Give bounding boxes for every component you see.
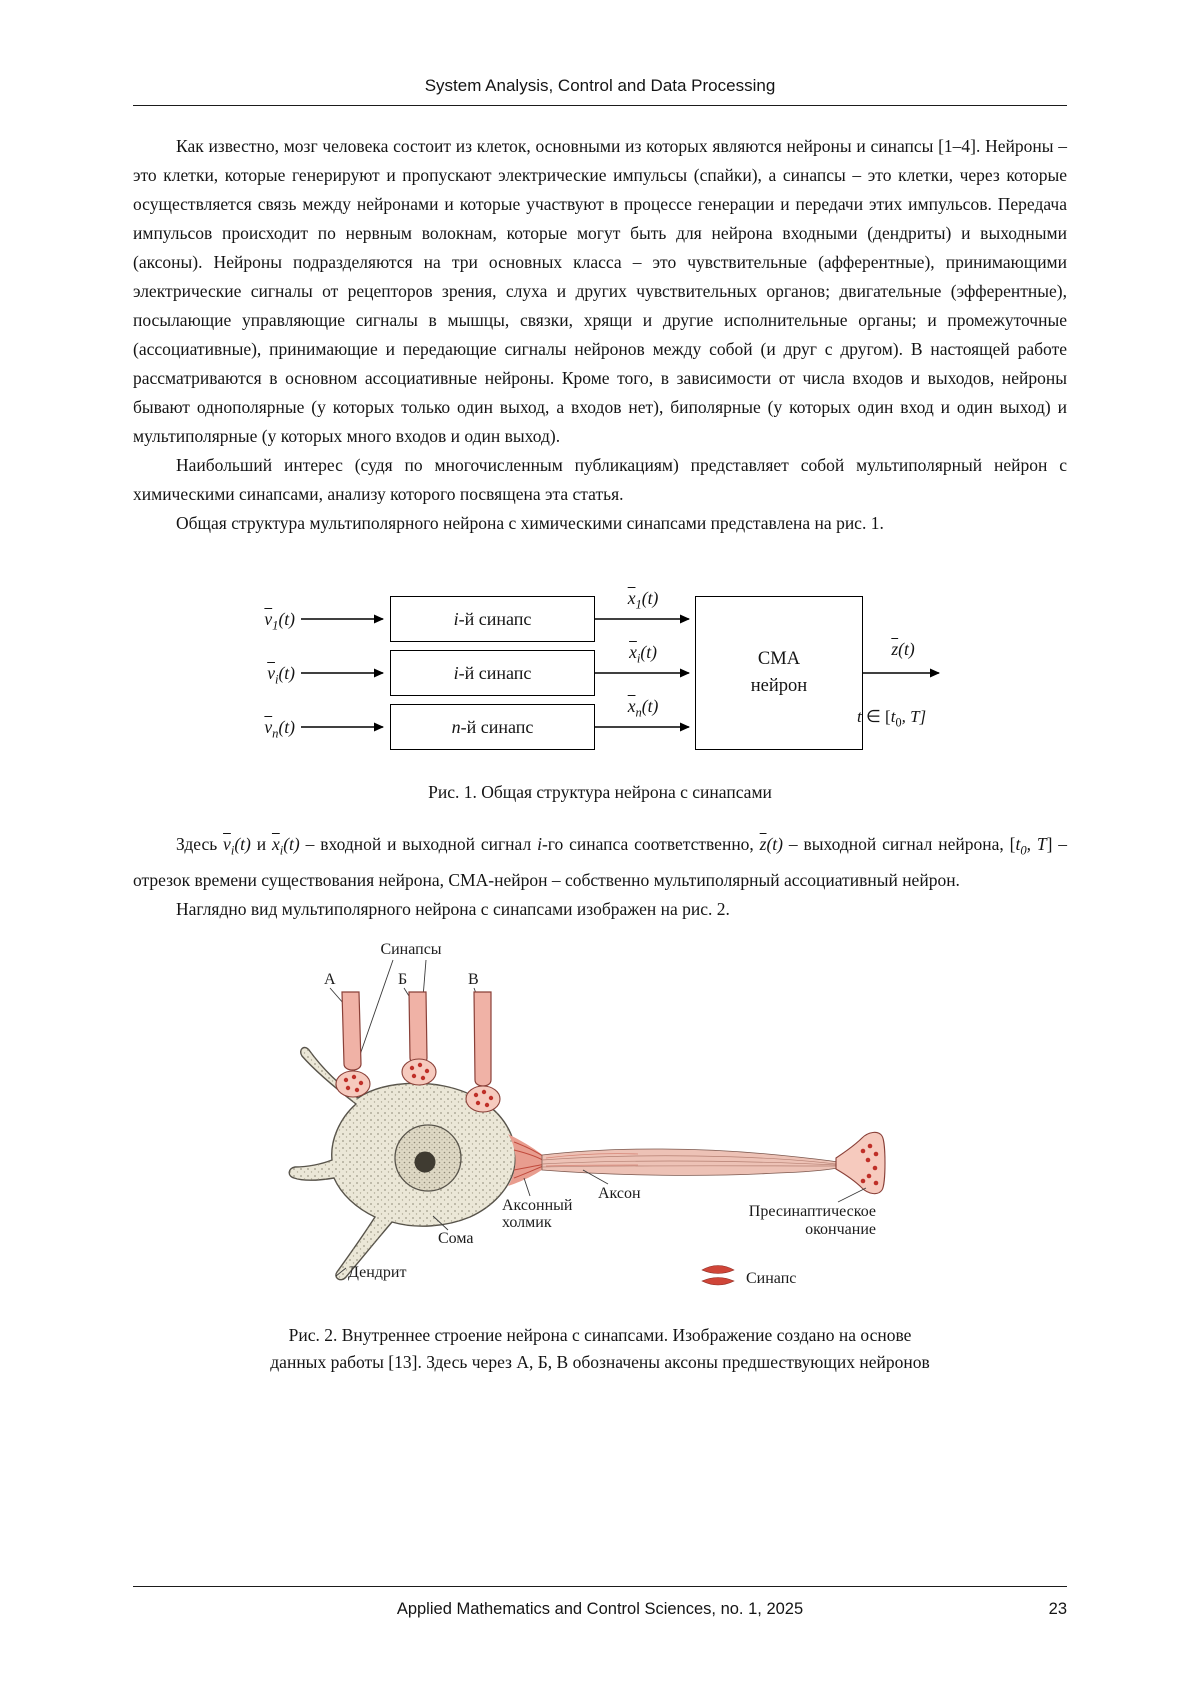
fig1-cma-neuron-box [695, 596, 863, 750]
fig2-label-axon: Аксон [598, 1184, 641, 1202]
fig2-label-soma: Сома [438, 1229, 474, 1247]
paragraph-neurons-intro: Как известно, мозг человека состоит из клеток, основными из которых являются нейроны и синапсы [1–4]. Нейроны – это клетки, которые генерируют и пропускают электрические импульсы (спайки), а синапсы – это клетки, через которые осуществляется связь между нейронами и которые участвуют в процессе генерации и передачи этих импульсов. Передача импульсов происходит по нервным волокнам, которые могут быть для нейрона входными (дендриты) и выходными (аксоны). Нейроны подразделяются на три основных класса – это чувствительные (афферентные), принимающими электрические сигналы от рецепторов зрения, слуха и других чувствительных органов; двигательные (эфферентные), посылающие управляющие сигналы в мышцы, связки, хрящи и другие исполнительные органы; и промежуточные (ассоциативные), принимающие и передающие сигналы нейронов между собой (и друг с другом). В настоящей работе рассматриваются в основном ассоциативные нейроны. Кроме того, в зависимости от числа входов и выходов, нейроны бывают однополярные (у которых только один выход, а входов нет), биполярные (у которых один вход и один выход) и мультиполярные (у которых много входов и один выход). [133, 136, 1067, 446]
fig1-cma-line1: СМА [757, 649, 801, 669]
fig1-cma-line2: нейрон [750, 676, 808, 696]
fig2-label-presynaptic-2: окончание [805, 1220, 876, 1238]
synapse-trunk-a [336, 992, 370, 1097]
math-output-signal: $\overline{x}_i(t)$ [271, 834, 300, 858]
fig1-box-synapse-n: n-й синапс [390, 704, 595, 750]
footer-journal-title: Applied Mathematics and Control Sciences, no. 1, 2025 [396, 1600, 804, 1618]
figure-2 [133, 936, 1067, 1376]
running-header [133, 76, 1067, 106]
math-T: T [1036, 834, 1047, 854]
figure2-caption-line1: Рис. 2. Внутреннее строение нейрона с синапсами. Изображение создано на основе [288, 1324, 912, 1345]
fig1-output-xn: $\overline{x}_n(t)$ [627, 696, 659, 720]
fig2-label-axon-hillock-1: Аксонный [502, 1196, 573, 1214]
fig1-input-vi: $\overline{v}_i(t)$ [267, 663, 295, 687]
figure1-caption: Рис. 1. Общая структура нейрона с синапсами [428, 782, 772, 802]
synapse-trunk-b [402, 992, 436, 1085]
fig1-box-synapse-1: i-й синапс [390, 596, 595, 642]
synapse-trunk-v [466, 992, 500, 1112]
nucleus-shape [395, 1125, 461, 1191]
neuron-illustration [278, 936, 998, 1304]
fig2-label-axon-v: В [468, 970, 479, 988]
article-body [133, 132, 1067, 1376]
math-t0: $t_0$ [1015, 834, 1027, 858]
synapse-legend-icon [702, 1265, 734, 1285]
figure2-caption [133, 1322, 1067, 1376]
fig1-box-synapse-i: i-й синапс [390, 650, 595, 696]
fig2-label-synapses: Синапсы [380, 940, 442, 958]
fig2-label-axon-b: Б [398, 970, 408, 988]
fig2-label-presynaptic-1: Пресинаптическое [748, 1202, 876, 1220]
running-header-title: System Analysis, Control and Data Processing [424, 76, 776, 95]
fig2-label-legend-synapse: Синапс [746, 1269, 797, 1287]
fig2-label-axon-hillock-2: холмик [502, 1213, 552, 1231]
presynaptic-terminal-shape [836, 1132, 885, 1193]
math-input-signal: $\overline{v}_i(t)$ [223, 834, 251, 858]
fig1-input-v1: $\overline{v}_1(t)$ [264, 609, 295, 633]
figure2-caption-line2: данных работы [13]. Здесь через А, Б, В обозначены аксоны предшествующих нейронов [270, 1351, 930, 1372]
fig1-output-xi: $\overline{x}_i(t)$ [629, 642, 657, 666]
footer-page-number: 23 [1048, 1600, 1067, 1618]
paragraph-figure1-reference: Общая структура мультиполярного нейрона с химическими синапсами представлена на рис. 1. [176, 513, 884, 533]
fig1-input-vn: $\overline{v}_n(t)$ [264, 717, 295, 741]
paragraph-research-interest: Наибольший интерес (судя по многочисленным публикациям) представляет собой мультиполярный нейрон с химическими синапсами, анализу которого посвящена эта статья. [133, 455, 1067, 504]
figure1-block-diagram [133, 580, 1067, 765]
fig1-time-domain: t ∈ [$t_0$, T] [857, 707, 927, 730]
fig2-label-dendrite: Дендрит [348, 1263, 407, 1281]
fig2-label-axon-a: А [324, 970, 336, 988]
fig1-output-x1: $\overline{x}_1(t)$ [627, 588, 659, 612]
paragraph-figure2-reference: Наглядно вид мультиполярного нейрона с синапсами изображен на рис. 2. [176, 898, 730, 919]
paragraph-definitions: Здесь $\overline{v}_i(t)$ и $\overline{x}_i(t)$ – входной и выходной сигнал i-го синапса соответственно, $\overline{z}(t)$ – выходной сигнал нейрона, [$t_0$, T] – отрезок времени существования нейрона, СМА-нейрон – собственно мультиполярный ассоциативный нейрон. [133, 834, 1068, 890]
math-neuron-output: $\overline{z}(t)$ [759, 834, 784, 854]
math-i-index: i [537, 834, 542, 854]
page-footer [133, 1586, 1067, 1619]
fig1-output-signal-z: $\overline{z}(t)$ [891, 639, 915, 659]
page-content [133, 76, 1067, 1376]
figure-1 [133, 580, 1067, 806]
